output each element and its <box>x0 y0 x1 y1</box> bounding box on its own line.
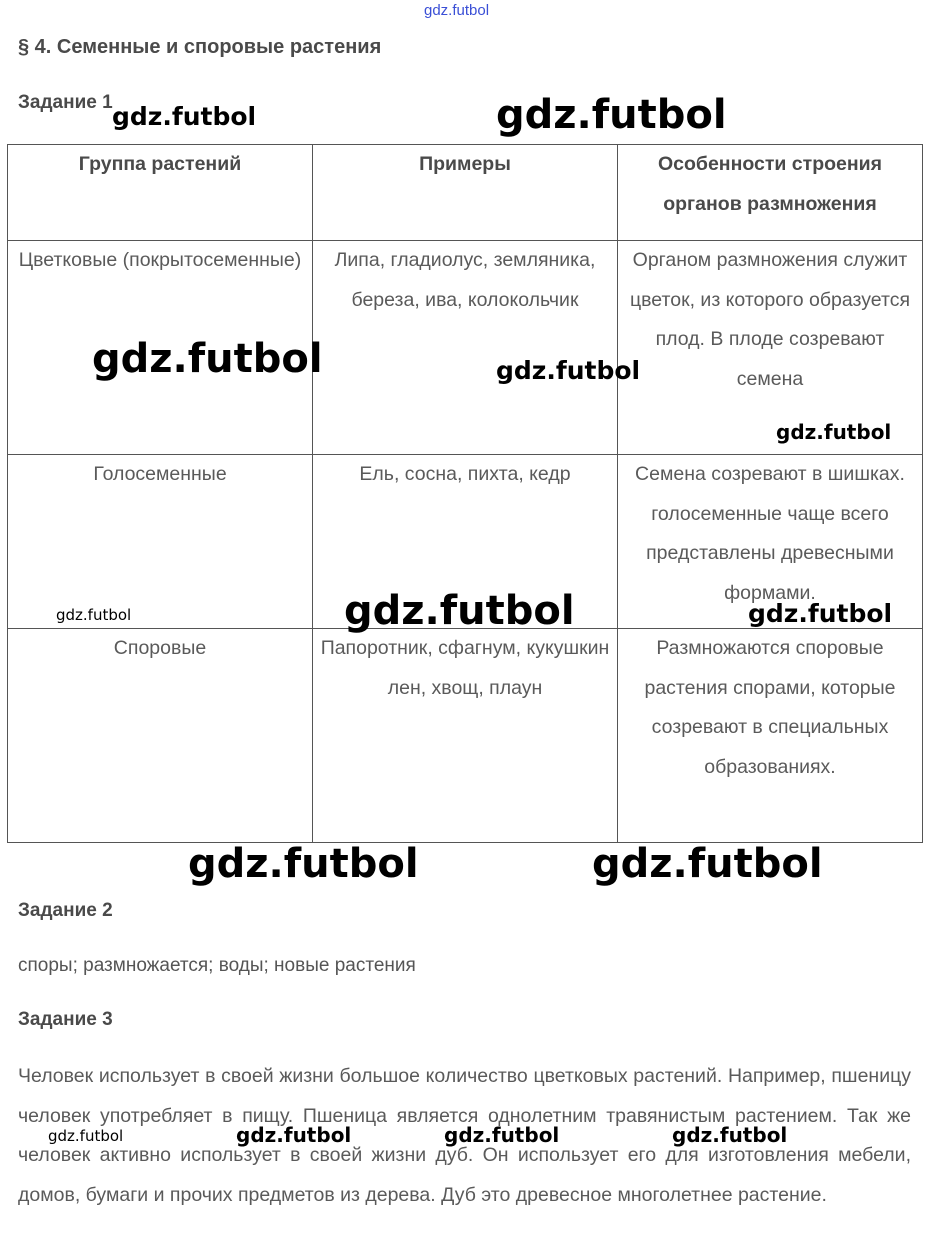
table-cell: Папоротник, сфагнум, кукушкин лен, хвощ, плаун <box>313 629 618 843</box>
table-header-cell: Примеры <box>313 145 618 241</box>
task1-title: Задание 1 <box>18 92 113 113</box>
table-cell: Цветковые (покрытосеменные) <box>8 241 313 455</box>
watermark-text: gdz.futbol <box>56 606 132 624</box>
table-cell: Размножаются споровые растения спорами, которые созревают в специальных образованиях. <box>618 629 923 843</box>
table-cell: Липа, гладиолус, земляника, береза, ива, колокольчик <box>313 241 618 455</box>
watermark-text: gdz.futbol <box>188 841 419 887</box>
task2-answer: споры; размножается; воды; новые растения <box>18 955 416 976</box>
watermark-text: gdz.futbol <box>344 588 575 634</box>
table-header-row <box>8 145 923 241</box>
watermark-text: gdz.futbol <box>48 1127 124 1145</box>
top-watermark: gdz.futbol <box>424 2 490 19</box>
watermark-text: gdz.futbol <box>112 102 257 131</box>
table-header-cell: Группа растений <box>8 145 313 241</box>
table-header-cell: Особенности строения органов размножения <box>618 145 923 241</box>
task3-answer: Человек использует в своей жизни большое количество цветковых растений. Например, пшеницу человек употребляет в пищу. Пшеница является однолетним травянистым растением. Так же человек активно использует в своей жизни дуб. Он использует его для изготовления мебели, домов, бумаги и прочих предметов из дерева. Дуб это древесное многолетнее растение. <box>18 1065 911 1206</box>
watermark-text: gdz.futbol <box>496 92 727 138</box>
table-cell: Ель, сосна, пихта, кедр <box>313 455 618 629</box>
watermark-text: gdz.futbol <box>748 599 893 628</box>
table-cell: Семена созревают в шишках. голосеменные чаще всего представлены древесными формами. <box>618 455 923 629</box>
table-row <box>8 629 923 843</box>
section-title: § 4. Семенные и споровые растения <box>18 36 382 58</box>
plant-groups-table <box>7 144 923 843</box>
watermark-text: gdz.futbol <box>496 356 641 385</box>
watermark-text: gdz.futbol <box>592 841 823 887</box>
watermark-text: gdz.futbol <box>776 420 892 444</box>
table-cell: Органом размножения служит цветок, из которого образуется плод. В плоде созревают семена <box>618 241 923 455</box>
watermark-text: gdz.futbol <box>444 1123 560 1147</box>
watermark-text: gdz.futbol <box>92 336 323 382</box>
task3-title: Задание 3 <box>18 1009 113 1030</box>
table-cell: Споровые <box>8 629 313 843</box>
task2-title: Задание 2 <box>18 900 113 921</box>
watermark-text: gdz.futbol <box>672 1123 788 1147</box>
table-cell: Голосеменные <box>8 455 313 629</box>
watermark-text: gdz.futbol <box>236 1123 352 1147</box>
